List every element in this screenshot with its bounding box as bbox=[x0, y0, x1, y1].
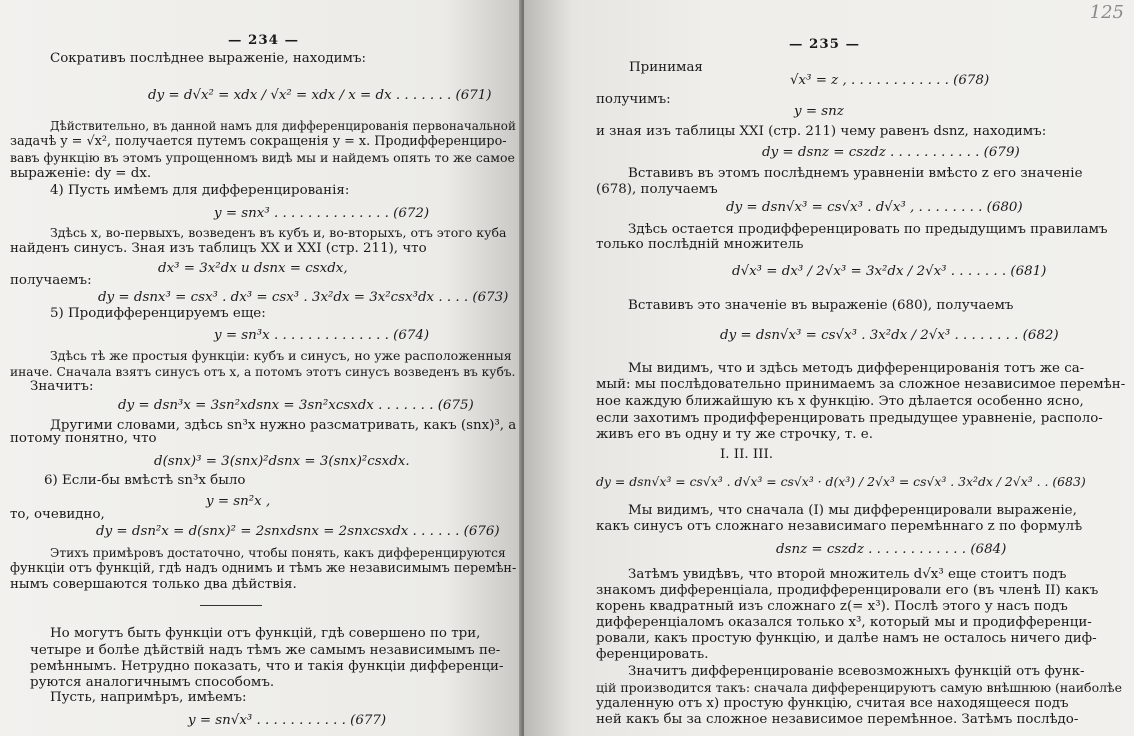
text-line: какъ синусъ отъ сложнаго независимаго перемѣннаго z по формулѣ bbox=[596, 519, 1083, 534]
text-line: Затѣмъ увидѣвъ, что второй множитель d√x³ еще стоитъ подъ bbox=[628, 567, 1067, 582]
text-line: ремѣннымъ. Нетрудно показать, что и такія функціи дифференци- bbox=[30, 659, 504, 674]
equation-684: dsnz = cszdz . . . . . . . . . . . . (684) bbox=[776, 542, 1007, 557]
text-line: 6) Если-бы вмѣстѣ sn³x было bbox=[44, 473, 246, 488]
text-line: Этихъ примѣровъ достаточно, чтобы понять, какъ дифференцируются bbox=[50, 546, 506, 560]
equation-682: dy = dsn√x³ = cs√x³ . 3x²dx / 2√x³ . . . . . . . . (682) bbox=[720, 328, 1059, 343]
text-line: Значитъ дифференцированіе всевозможныхъ функцій отъ функ- bbox=[628, 664, 1085, 679]
equation-inline: dx³ = 3x²dx и dsnx = csxdx, bbox=[158, 261, 348, 276]
text-line: мый: мы послѣдовательно принимаемъ за сложное независимое перемѣн- bbox=[596, 377, 1126, 392]
text-line: потому понятно, что bbox=[10, 431, 157, 446]
text-line: Другими словами, здѣсь sn³x нужно разсматривать, какъ (snx)³, а bbox=[50, 418, 517, 433]
section-divider bbox=[200, 605, 262, 606]
text-line: ней какъ бы за сложное независимое перемѣнное. Затѣмъ послѣдо- bbox=[596, 712, 1079, 727]
text-line: ференцировать. bbox=[596, 647, 709, 662]
equation-674: y = sn³x . . . . . . . . . . . . . . (674) bbox=[214, 328, 430, 343]
text-line: ное каждую ближайшую къ x функцію. Это дѣлается особенно ясно, bbox=[596, 394, 1084, 409]
text-line: 5) Продифференцируемъ еще: bbox=[50, 306, 266, 321]
text-line: удаленную отъ x) простую функцію, считая все находящееся подъ bbox=[596, 696, 1069, 711]
text-line: получаемъ: bbox=[10, 273, 92, 288]
text-line: найденъ синусъ. Зная изъ таблицъ XX и XXI (стр. 211), что bbox=[10, 241, 427, 256]
page-number-left: — 234 — bbox=[228, 32, 300, 48]
text-line: руются аналогичнымъ способомъ. bbox=[30, 675, 275, 690]
equation-675: dy = dsn³x = 3sn²xdsnx = 3sn²xcsxdx . . . . . . . (675) bbox=[118, 398, 474, 413]
text-line: выраженіе: dy = dx. bbox=[10, 166, 152, 181]
text-line: корень квадратный изъ сложнаго z(= x³). Послѣ этого у насъ подъ bbox=[596, 599, 1068, 614]
pencil-annotation: 125 bbox=[1089, 2, 1124, 23]
equation-676: dy = dsn²x = d(snx)² = 2snxdsnx = 2snxcsxdx . . . . . . (676) bbox=[96, 524, 500, 539]
text-line: нымъ совершаются только два дѣйствія. bbox=[10, 577, 297, 592]
text-line: Сокративъ послѣднее выраженіе, находимъ: bbox=[50, 51, 367, 66]
text-line: только послѣдній множитель bbox=[596, 237, 804, 252]
text-line: Здѣсь x, во-первыхъ, возведенъ въ кубъ и, во-вторыхъ, отъ этого куба bbox=[50, 225, 507, 240]
text-line: (678), получаемъ bbox=[596, 182, 718, 197]
equation-678: √x³ = z , . . . . . . . . . . . . (678) bbox=[790, 73, 990, 88]
equation-680: dy = dsn√x³ = cs√x³ . d√x³ , . . . . . . . . (680) bbox=[726, 200, 1023, 215]
text-line: цій производится такъ: сначала дифференцируютъ самую внѣшнюю (наиболѣе bbox=[596, 680, 1122, 695]
text-line: четыре и болѣе дѣйствій надъ тѣмъ же самымъ независимымъ пе- bbox=[30, 643, 501, 658]
text-line: Вставивъ въ этомъ послѣднемъ уравненіи вмѣсто z его значеніе bbox=[628, 166, 1083, 181]
equation-inline: y = snz bbox=[794, 104, 844, 119]
text-line: Дѣйствительно, въ данной намъ для дифференцированія первоначальной bbox=[50, 119, 516, 133]
text-line: то, очевидно, bbox=[10, 507, 105, 522]
text-line: Мы видимъ, что сначала (I) мы дифференцировали выраженіе, bbox=[628, 503, 1077, 518]
text-line: функціи отъ функцій, гдѣ надъ однимъ и тѣмъ же независимымъ перемѣн- bbox=[10, 561, 517, 576]
text-line: Вставивъ это значеніе въ выраженіе (680), получаемъ bbox=[628, 298, 1014, 313]
equation-inline: d(snx)³ = 3(snx)²dsnx = 3(snx)²csxdx. bbox=[154, 454, 410, 469]
text-line: Значитъ: bbox=[30, 379, 94, 394]
text-line: ровали, какъ простую функцію, и далѣе намъ не осталось ничего диф- bbox=[596, 631, 1097, 646]
equation-677: y = sn√x³ . . . . . . . . . . . (677) bbox=[188, 713, 387, 728]
right-page bbox=[524, 0, 1134, 736]
text-line: задачѣ y = √x², получается путемъ сокращенія y = x. Продифференциро- bbox=[10, 134, 507, 149]
equation-679: dy = dsnz = cszdz . . . . . . . . . . . (679) bbox=[762, 145, 1020, 160]
text-line: получимъ: bbox=[596, 92, 671, 107]
text-line: Мы видимъ, что и здѣсь методъ дифференцированія тотъ же са- bbox=[628, 361, 1085, 376]
column-labels: I. II. III. bbox=[720, 447, 774, 462]
text-line: знакомъ дифференціала, продифференцировали его (въ членѣ II) какъ bbox=[596, 583, 1099, 598]
equation-inline: y = sn²x , bbox=[206, 494, 271, 509]
text-line: вавъ функцію въ этомъ упрощенномъ видѣ мы и найдемъ опять то же самое bbox=[10, 150, 515, 165]
page-number-right: — 235 — bbox=[789, 36, 861, 52]
equation-671: dy = d√x² = xdx / √x² = xdx / x = dx . . . . . . . (671) bbox=[148, 88, 492, 103]
equation-683: dy = dsn√x³ = cs√x³ . d√x³ = cs√x³ · d(x³) / 2√x³ = cs√x³ . 3x²dx / 2√x³ . . (683) bbox=[596, 474, 1086, 489]
text-line: Принимая bbox=[629, 60, 703, 75]
text-line: если захотимъ продифференцировать предыдущее уравненіе, располо- bbox=[596, 411, 1103, 426]
text-line: иначе. Сначала взятъ синусъ отъ x, а потомъ этотъ синусъ возведенъ въ кубъ. bbox=[10, 365, 516, 379]
text-line: дифференціаломъ оказался только x³, который мы и продифференци- bbox=[596, 615, 1092, 630]
text-line: и зная изъ таблицы XXI (стр. 211) чему равенъ dsnz, находимъ: bbox=[596, 124, 1047, 139]
text-line: 4) Пусть имѣемъ для дифференцированія: bbox=[50, 183, 350, 198]
text-line: Но могутъ быть функціи отъ функцій, гдѣ совершено по три, bbox=[50, 626, 481, 641]
text-line: живъ его въ одну и ту же строчку, т. е. bbox=[596, 427, 873, 442]
left-page bbox=[0, 0, 522, 736]
text-line: Пусть, напримѣръ, имѣемъ: bbox=[50, 690, 247, 705]
text-line: Здѣсь тѣ же простыя функціи: кубъ и синусъ, но уже расположенныя bbox=[50, 348, 512, 363]
equation-672: y = snx³ . . . . . . . . . . . . . . (672) bbox=[214, 206, 430, 221]
text-line: Здѣсь остается продифференцировать по предыдущимъ правиламъ bbox=[628, 222, 1108, 237]
equation-681: d√x³ = dx³ / 2√x³ = 3x²dx / 2√x³ . . . . . . . (681) bbox=[732, 264, 1047, 279]
equation-673: dy = dsnx³ = csx³ . dx³ = csx³ . 3x²dx = 3x²csx³dx . . . . (673) bbox=[98, 290, 509, 305]
